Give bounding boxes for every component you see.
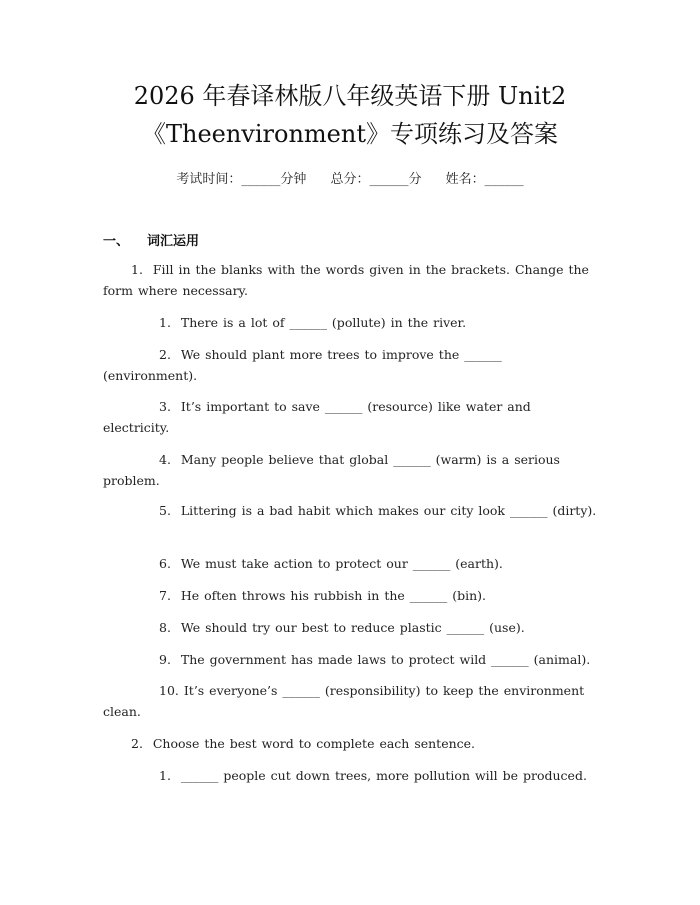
- question-item: 7. He often throws his rubbish in the ______ (bin).: [159, 588, 487, 603]
- exam-score-field: 总分：______分: [330, 172, 422, 187]
- section-number: 一、: [103, 234, 130, 249]
- question-item: 5. Littering is a bad habit which makes our city look ______ (dirty).: [159, 503, 597, 518]
- section-heading: [103, 230, 199, 249]
- question-item: 1. ______ people cut down trees, more pollution will be produced.: [159, 768, 587, 783]
- question-item: 6. We must take action to protect our ______ (earth).: [159, 556, 503, 571]
- question-item: 2. We should plant more trees to improve the ______ (environment).: [103, 347, 507, 383]
- exam-info: [0, 168, 700, 187]
- question-item: 9. The government has made laws to protect wild ______ (animal).: [159, 652, 591, 667]
- question-item: 8. We should try our best to reduce plastic ______ (use).: [159, 620, 525, 635]
- question-item: 10. It’s everyone’s ______ (responsibility) to keep the environment clean.: [103, 683, 590, 719]
- page-title-line-2: 《Theenvironment》专项练习及答案: [141, 120, 558, 148]
- part2-instruction: 2. Choose the best word to complete each sentence.: [131, 736, 476, 751]
- page-title-line-1: 2026 年春译林版八年级英语下册 Unit2: [133, 82, 567, 110]
- student-name-field: 姓名：______: [445, 172, 524, 187]
- question-item: 1. There is a lot of ______ (pollute) in the river.: [159, 315, 467, 330]
- question-item: 3. It’s important to save ______ (resource) like water and electricity.: [103, 399, 536, 435]
- question-item: 4. Many people believe that global ______ (warm) is a serious problem.: [103, 452, 565, 488]
- exam-time-field: 考试时间：______分钟: [176, 172, 307, 187]
- section-title: 词汇运用: [147, 234, 200, 249]
- part1-instruction: 1. Fill in the blanks with the words given in the brackets. Change the form where necessary.: [103, 262, 594, 298]
